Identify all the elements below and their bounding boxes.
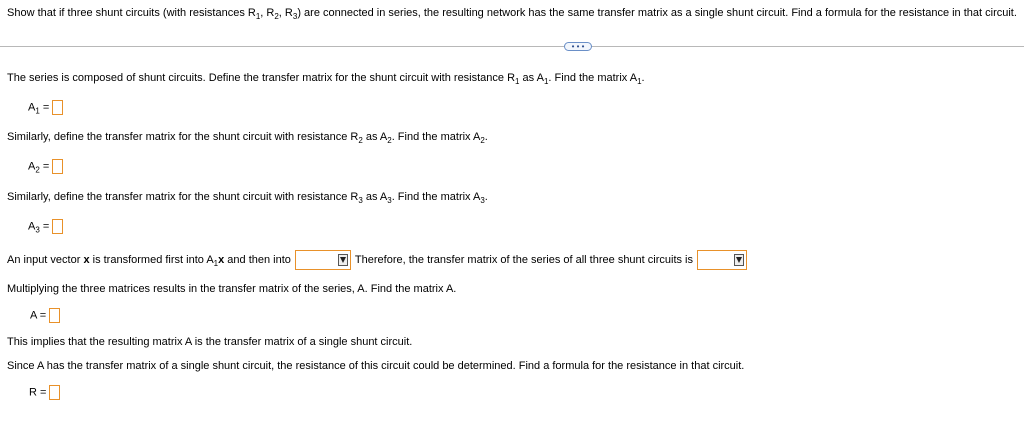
step3-instruction: Similarly, define the transfer matrix for the shunt circuit with resistance $R_3$ as $A_3$. Find the matrix $A_3$. bbox=[7, 191, 488, 205]
question-text: Show that if three shunt circuits (with resistances $R_1$, $R_2$, $R_3$) are connected in series, the resulting network has the same transfer matrix as a single shunt circuit. Find a formula for the resistance in that circuit. bbox=[7, 7, 1017, 21]
step2-instruction: Similarly, define the transfer matrix for the shunt circuit with resistance $R_2$ as $A_2$. Find the matrix $A_2$. bbox=[7, 131, 488, 145]
input-vector-sentence: An input vector x is transformed first into $A_1x$ and then into Therefore, the transfer matrix of the series of all three shunt circuits is bbox=[7, 250, 747, 270]
r-equation: R = bbox=[29, 385, 60, 400]
a3-answer-box[interactable] bbox=[52, 219, 63, 234]
a-equation: A = bbox=[30, 308, 60, 323]
chevron-down-icon[interactable] bbox=[734, 254, 744, 266]
a2-equation: $A_2$ = bbox=[28, 159, 63, 174]
step1-instruction: The series is composed of shunt circuits. Define the transfer matrix for the shunt circuit with resistance $R_1$ as $A_1$. Find the matrix $A_1$. bbox=[7, 72, 645, 86]
series-matrix-dropdown[interactable] bbox=[697, 250, 747, 270]
chevron-down-icon[interactable] bbox=[338, 254, 348, 266]
a-answer-box[interactable] bbox=[49, 308, 60, 323]
more-options-button[interactable]: • • • bbox=[564, 42, 592, 51]
a1-answer-box[interactable] bbox=[52, 100, 63, 115]
a1-equation: $A_1$ = bbox=[28, 100, 63, 115]
transform-order-dropdown[interactable] bbox=[295, 250, 351, 270]
a2-answer-box[interactable] bbox=[52, 159, 63, 174]
r-answer-box[interactable] bbox=[49, 385, 60, 400]
implies-text: This implies that the resulting matrix A is the transfer matrix of a single shunt circuit. bbox=[7, 336, 413, 348]
since-text: Since A has the transfer matrix of a single shunt circuit, the resistance of this circuit could be determined. Find a formula for the resistance in that circuit. bbox=[7, 360, 745, 372]
step4-instruction: Multiplying the three matrices results in the transfer matrix of the series, A. Find the matrix A. bbox=[7, 283, 457, 295]
a3-equation: $A_3$ = bbox=[28, 219, 63, 234]
section-divider bbox=[0, 46, 1024, 47]
